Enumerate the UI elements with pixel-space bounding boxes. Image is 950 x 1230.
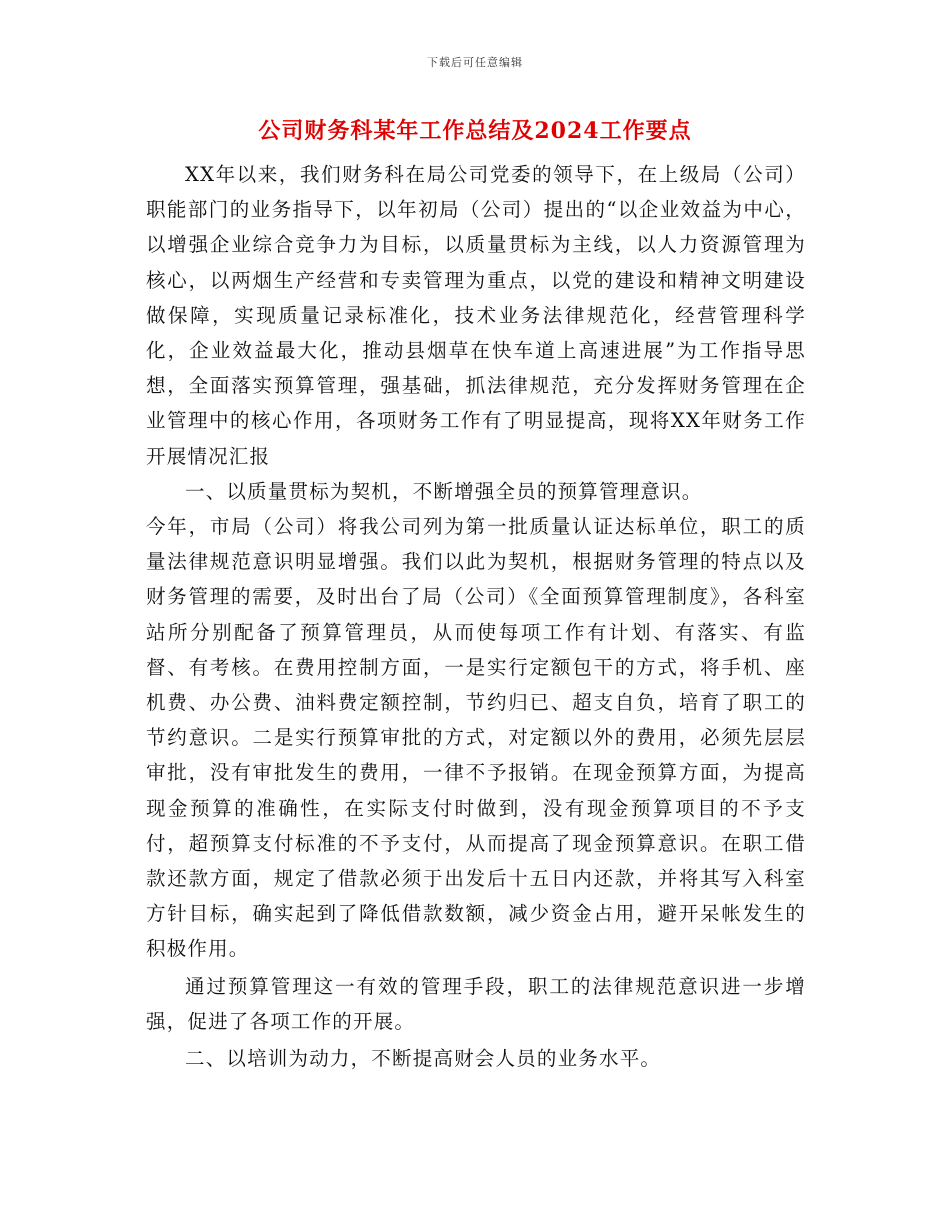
document-title: 公司财务科某年工作总结及2024工作要点	[258, 118, 692, 144]
section-1-paragraph: 今年，市局（公司）将我公司列为第一批质量认证达标单位，职工的质量法律规范意识明显增强。我们以此为契机，根据财务管理的特点以及财务管理的需要，及时出台了局（公司）《全面预算管理制度》，各科室站所分别配备了预算管理员，从而使每项工作有计划、有落实、有监督、有考核。在费用控制方面，一是实行定额包干的方式，将手机、座机费、办公费、油料费定额控制，节约归已、超支自负，培育了职工的节约意识。二是实行预算审批的方式，对定额以外的费用，必须先层层审批，没有审批发生的费用，一律不予报销。在现金预算方面，为提高现金预算的准确性，在实际支付时做到，没有现金预算项目的不予支付，超预算支付标准的不予支付，从而提高了现金预算意识。在职工借款还款方面，规定了借款必须于出发后十五日内还款，并将其写入科室方针目标，确实起到了降低借款数额，减少资金占用，避开呆帐发生的积极作用。	[146, 515, 806, 961]
document-body	[146, 157, 806, 1076]
section-heading-1: 一、以质量贯标为契机，不断增强全员的预算管理意识。	[185, 479, 703, 503]
intro-paragraph: XX年以来，我们财务科在局公司党委的领导下，在上级局（公司）职能部门的业务指导下，以年初局（公司）提出的“以企业效益为中心，以增强企业综合竞争力为目标，以质量贯标为主线，以人力资源管理为核心，以两烟生产经营和专卖管理为重点，以党的建设和精神文明建设做保障，实现质量记录标准化，技术业务法律规范化，经营管理科学化，企业效益最大化，推动县烟草在快车道上高速进展”为工作指导思想，全面落实预算管理，强基础，抓法律规范，充分发挥财务管理在企业管理中的核心作用，各项财务工作有了明显提高，现将XX年财务工作开展情况汇报	[146, 163, 806, 468]
header-note: 下载后可任意编辑	[427, 56, 523, 69]
section-1-summary: 通过预算管理这一有效的管理手段，职工的法律规范意识进一步增强，促进了各项工作的开展。	[146, 974, 806, 1033]
section-heading-2: 二、以培训为动力，不断提高财会人员的业务水平。	[185, 1047, 662, 1071]
